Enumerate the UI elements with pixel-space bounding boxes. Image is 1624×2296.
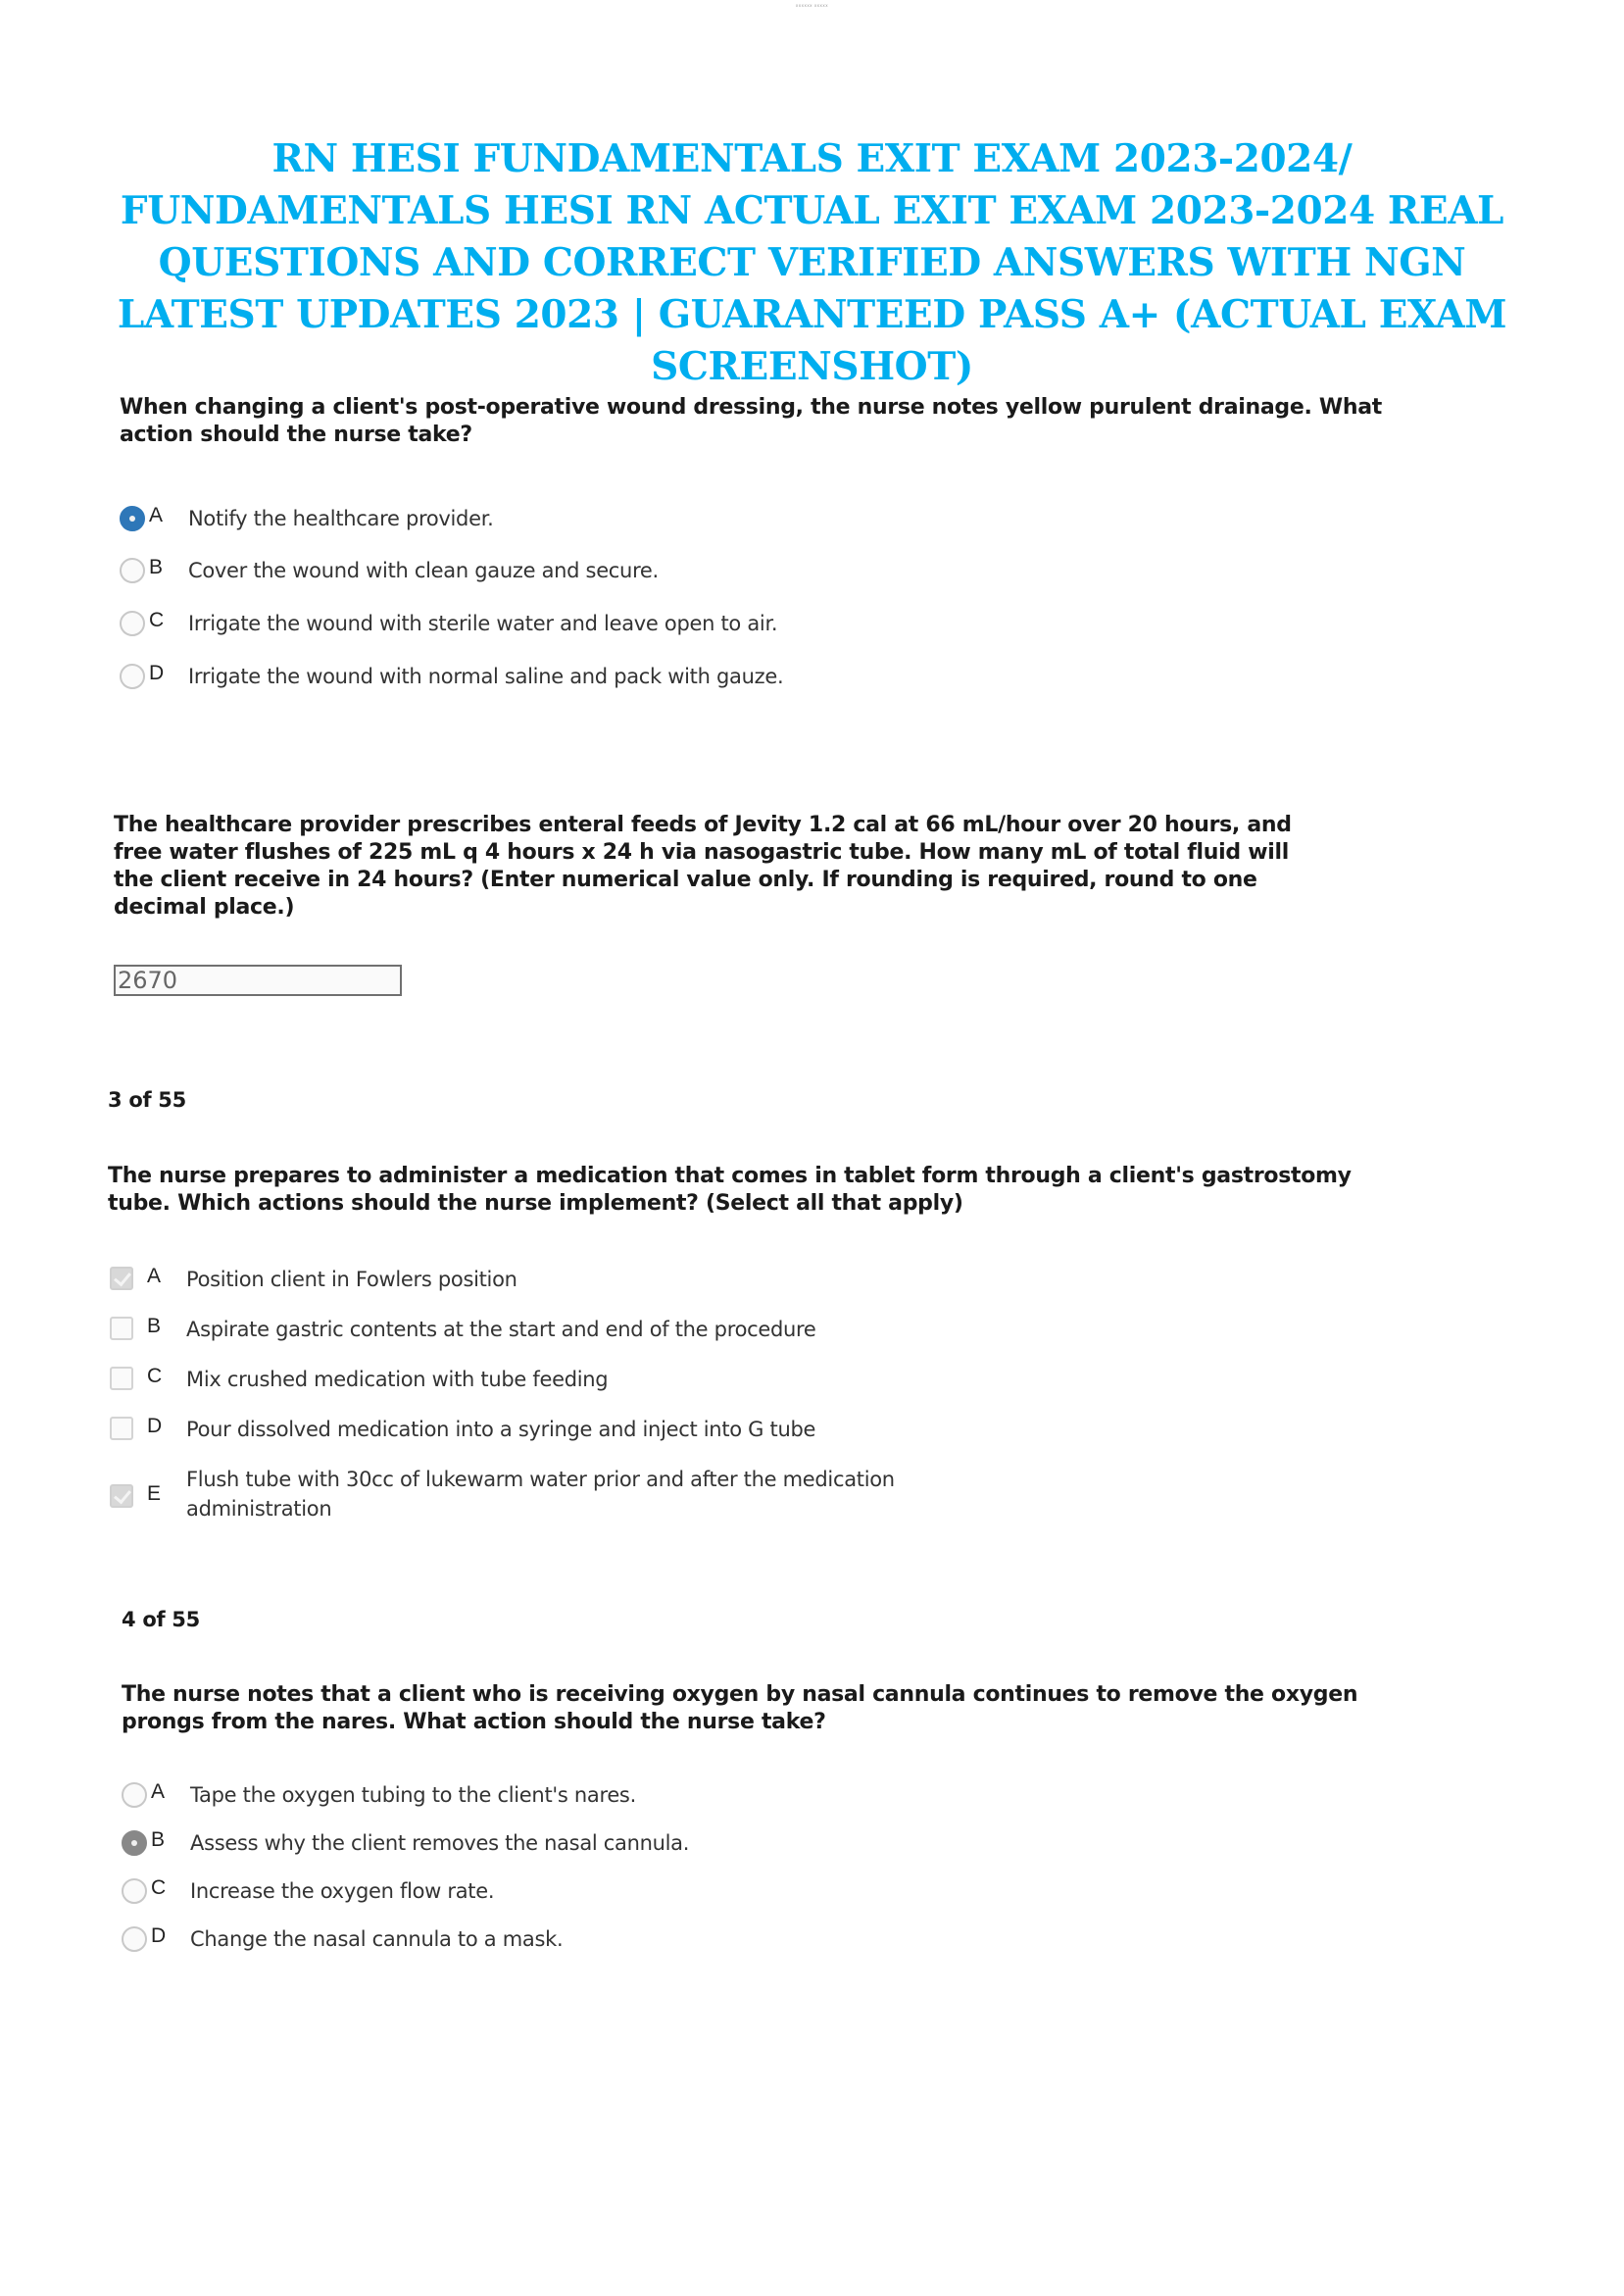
- checkbox-icon[interactable]: [110, 1367, 133, 1390]
- option-letter: B: [151, 1828, 166, 1851]
- radio-selected-icon[interactable]: [122, 1830, 147, 1856]
- checkbox-checked-icon[interactable]: [110, 1484, 133, 1508]
- option-letter: E: [147, 1482, 162, 1505]
- option-text: Assess why the client removes the nasal cannula.: [190, 1831, 690, 1855]
- question-counter: 3 of 55: [108, 1088, 186, 1112]
- question-stem: The healthcare provider prescribes enteral feeds of Jevity 1.2 cal at 66 mL/hour over 20 hours, and free water flushes of 225 mL q 4 hours x 24 h via nasogastric tube. How many mL of total fluid will the client receive in 24 hours? (Enter numerical value only. If rounding is required, round to one decimal place.): [114, 813, 1292, 920]
- option-text: Cover the wound with clean gauze and secure.: [188, 559, 659, 582]
- option-text: Change the nasal cannula to a mask.: [190, 1927, 564, 1951]
- checkbox-icon[interactable]: [110, 1317, 133, 1340]
- option-text: Mix crushed medication with tube feeding: [186, 1368, 609, 1391]
- option-letter: D: [151, 1924, 167, 1947]
- option-letter: B: [149, 556, 164, 578]
- checkbox-checked-icon[interactable]: [110, 1267, 133, 1290]
- option-letter: A: [151, 1780, 166, 1803]
- option-c[interactable]: [122, 1876, 494, 1906]
- option-letter: A: [147, 1265, 162, 1287]
- option-text: Aspirate gastric contents at the start and end of the procedure: [186, 1318, 816, 1341]
- option-text: Tape the oxygen tubing to the client's nares.: [190, 1783, 636, 1807]
- page-header-mark: xxxxxx xxxxx: [795, 3, 829, 8]
- option-a[interactable]: [122, 1780, 636, 1810]
- option-text: Position client in Fowlers position: [186, 1268, 517, 1291]
- option-b[interactable]: [110, 1315, 816, 1344]
- question-stem: When changing a client's post-operative wound dressing, the nurse notes yellow purulent drainage. What action should the nurse take?: [120, 395, 1382, 447]
- option-text-line-2: administration: [186, 1497, 332, 1521]
- option-text: Pour dissolved medication into a syringe and inject into G tube: [186, 1418, 816, 1441]
- option-d[interactable]: [120, 662, 783, 691]
- option-letter: A: [149, 504, 164, 526]
- checkbox-icon[interactable]: [110, 1417, 133, 1440]
- question-stem: The nurse notes that a client who is receiving oxygen by nasal cannula continues to remove the oxygen prongs from the nares. What action should the nurse take?: [122, 1682, 1358, 1734]
- radio-icon[interactable]: [120, 611, 145, 636]
- option-letter: B: [147, 1315, 162, 1337]
- question-counter: 4 of 55: [122, 1608, 200, 1631]
- numeric-answer-input[interactable]: 2670: [114, 965, 402, 996]
- option-c[interactable]: [120, 609, 777, 638]
- option-letter: C: [151, 1876, 167, 1899]
- option-d[interactable]: [122, 1924, 563, 1954]
- document-title: RN HESI FUNDAMENTALS EXIT EXAM 2023-2024/ FUNDAMENTALS HESI RN ACTUAL EXIT EXAM 2023-2024 REAL QUESTIONS AND CORRECT VERIFIED ANSWERS WITH NGN LATEST UPDATES 2023 | GUARANTEED PASS A+ (ACTUAL EXAM SCREENSHOT): [117, 136, 1507, 389]
- option-b[interactable]: [122, 1828, 689, 1858]
- option-letter: C: [147, 1365, 163, 1387]
- radio-icon[interactable]: [122, 1926, 147, 1952]
- option-letter: C: [149, 609, 165, 631]
- radio-icon[interactable]: [120, 664, 145, 689]
- radio-icon[interactable]: [122, 1878, 147, 1904]
- radio-icon[interactable]: [122, 1782, 147, 1808]
- option-letter: D: [149, 662, 165, 684]
- option-text: Irrigate the wound with sterile water and leave open to air.: [188, 612, 778, 635]
- radio-icon[interactable]: [120, 558, 145, 583]
- question-stem: The nurse prepares to administer a medication that comes in tablet form through a client's gastrostomy tube. Which actions should the nurse implement? (Select all that apply): [108, 1164, 1352, 1216]
- option-text: Increase the oxygen flow rate.: [190, 1879, 495, 1903]
- option-e[interactable]: [110, 1465, 895, 1523]
- option-text: Notify the healthcare provider.: [188, 507, 494, 530]
- option-text: [186, 1465, 895, 1523]
- option-letter: D: [147, 1415, 163, 1437]
- option-a[interactable]: [120, 504, 494, 533]
- option-text-line-1: Flush tube with 30cc of lukewarm water prior and after the medication: [186, 1468, 895, 1491]
- radio-selected-icon[interactable]: [120, 506, 145, 531]
- option-text: Irrigate the wound with normal saline and pack with gauze.: [188, 665, 784, 688]
- option-b[interactable]: [120, 556, 659, 585]
- option-c[interactable]: [110, 1365, 608, 1394]
- option-a[interactable]: [110, 1265, 517, 1294]
- option-d[interactable]: [110, 1415, 815, 1444]
